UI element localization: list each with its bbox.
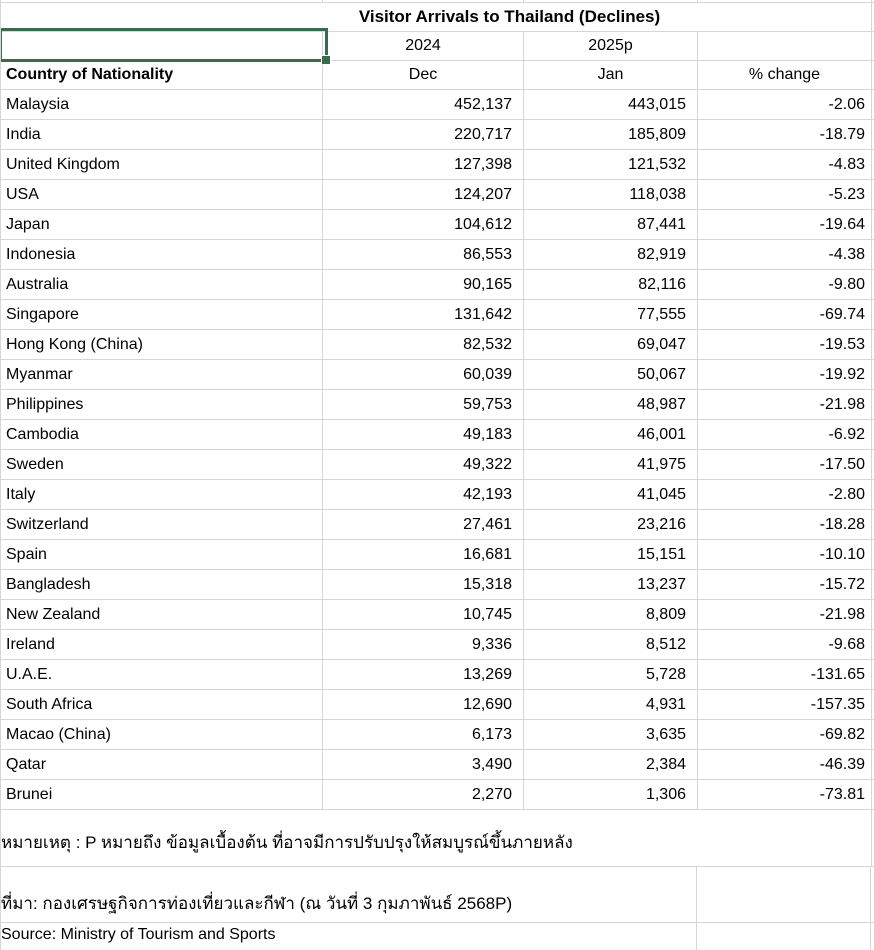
fill-handle-icon[interactable] [321,55,331,65]
cell-country[interactable]: Japan [1,210,323,239]
cell-jan-2025[interactable]: 4,931 [524,690,698,719]
cell-pct-change[interactable]: -2.80 [698,480,872,509]
source-english-cell[interactable]: Source: Ministry of Tourism and Sports [1,923,697,950]
empty-cell[interactable] [697,923,871,950]
cell-dec-2024[interactable]: 60,039 [323,360,524,389]
country-header-cell[interactable]: Country of Nationality [1,61,323,89]
source-thai-row [1,867,874,923]
table-row [1,600,874,630]
cell-jan-2025[interactable]: 41,045 [524,480,698,509]
cell-dec-2024[interactable]: 104,612 [323,210,524,239]
cell-dec-2024[interactable]: 42,193 [323,480,524,509]
table-row [1,300,874,330]
table-row [1,690,874,720]
table-row [1,570,874,600]
cell-dec-2024[interactable]: 27,461 [323,510,524,539]
cell-pct-change[interactable]: -15.72 [698,570,872,599]
cell-dec-2024[interactable]: 12,690 [323,690,524,719]
cell-country[interactable]: Bangladesh [1,570,323,599]
cell-country[interactable]: New Zealand [1,600,323,629]
dec-header-cell[interactable]: Dec [323,61,524,89]
empty-cell[interactable] [697,867,871,922]
data-rows [1,90,874,810]
cell-pct-change[interactable]: -17.50 [698,450,872,479]
cell-dec-2024[interactable]: 10,745 [323,600,524,629]
table-row [1,210,874,240]
cell-pct-change[interactable]: -131.65 [698,660,872,689]
cell-dec-2024[interactable]: 131,642 [323,300,524,329]
table-row [1,390,874,420]
cell-dec-2024[interactable]: 82,532 [323,330,524,359]
cell-jan-2025[interactable]: 121,532 [524,150,698,179]
cell-jan-2025[interactable]: 82,919 [524,240,698,269]
table-row [1,180,874,210]
cell-jan-2025[interactable]: 23,216 [524,510,698,539]
table-row [1,630,874,660]
cell-country[interactable]: Singapore [1,300,323,329]
cell-country[interactable]: Cambodia [1,420,323,449]
table-row [1,480,874,510]
gridline-stub [871,923,873,950]
cell-dec-2024[interactable]: 124,207 [323,180,524,209]
table-row [1,450,874,480]
cell-country[interactable]: India [1,120,323,149]
cell-pct-change[interactable]: -21.98 [698,390,872,419]
cell-country[interactable]: Malaysia [1,90,323,119]
table-row [1,360,874,390]
cell-pct-change[interactable]: -2.06 [698,90,872,119]
note-row [1,810,874,867]
cell-dec-2024[interactable]: 127,398 [323,150,524,179]
cell-dec-2024[interactable]: 49,322 [323,450,524,479]
cell-pct-change[interactable]: -18.79 [698,120,872,149]
cell-dec-2024[interactable]: 9,336 [323,630,524,659]
cell-pct-change[interactable]: -18.28 [698,510,872,539]
cell-country[interactable]: Italy [1,480,323,509]
cell-pct-change[interactable]: -46.39 [698,750,872,779]
cell-jan-2025[interactable]: 2,384 [524,750,698,779]
table-row [1,780,874,810]
cell-country[interactable]: Qatar [1,750,323,779]
cell-pct-change[interactable]: -9.80 [698,270,872,299]
table-row [1,510,874,540]
cell-dec-2024[interactable]: 16,681 [323,540,524,569]
empty-cell[interactable] [698,32,872,60]
cell-jan-2025[interactable]: 50,067 [524,360,698,389]
cell-dec-2024[interactable]: 2,270 [323,780,524,809]
cell-dec-2024[interactable]: 3,490 [323,750,524,779]
cell-country[interactable]: Sweden [1,450,323,479]
cell-jan-2025[interactable]: 82,116 [524,270,698,299]
cell-jan-2025[interactable]: 46,001 [524,420,698,449]
year-2025p-cell[interactable]: 2025p [524,32,698,60]
source-english-row [1,923,874,950]
cell-jan-2025[interactable]: 48,987 [524,390,698,419]
cell-pct-change[interactable]: -19.53 [698,330,872,359]
cell-dec-2024[interactable]: 220,717 [323,120,524,149]
table-row [1,240,874,270]
cell-jan-2025[interactable]: 87,441 [524,210,698,239]
cell-dec-2024[interactable]: 6,173 [323,720,524,749]
table-row [1,750,874,780]
cell-jan-2025[interactable]: 69,047 [524,330,698,359]
cell-jan-2025[interactable]: 15,151 [524,540,698,569]
cell-pct-change[interactable]: -73.81 [698,780,872,809]
table-row [1,540,874,570]
cell-country[interactable]: South Africa [1,690,323,719]
cell-country[interactable]: Hong Kong (China) [1,330,323,359]
column-header-row [1,61,874,90]
cell-jan-2025[interactable]: 77,555 [524,300,698,329]
cell-country[interactable]: Switzerland [1,510,323,539]
cell-country[interactable]: Macao (China) [1,720,323,749]
cell-country[interactable]: Ireland [1,630,323,659]
cell-dec-2024[interactable]: 59,753 [323,390,524,419]
cell-pct-change[interactable]: -19.64 [698,210,872,239]
cell-pct-change[interactable]: -6.92 [698,420,872,449]
cell-country[interactable]: Spain [1,540,323,569]
title-cell[interactable] [1,3,872,31]
cell-pct-change[interactable]: -10.10 [698,540,872,569]
cell-jan-2025[interactable]: 8,809 [524,600,698,629]
table-row [1,90,874,120]
cell-jan-2025[interactable]: 1,306 [524,780,698,809]
year-2024-cell[interactable]: 2024 [323,32,524,60]
cell-country[interactable]: Myanmar [1,360,323,389]
cell-pct-change[interactable]: -9.68 [698,630,872,659]
table-row [1,420,874,450]
cell-pct-change[interactable]: -21.98 [698,600,872,629]
cell-dec-2024[interactable]: 452,137 [323,90,524,119]
cell-dec-2024[interactable]: 15,318 [323,570,524,599]
pct-change-header-cell[interactable]: % change [698,61,872,89]
note-cell[interactable]: หมายเหตุ : P หมายถึง ข้อมูลเบื้องต้น ที่อาจมีการปรับปรุงให้สมบูรณ์ขึ้นภายหลัง [1,810,872,866]
cell-jan-2025[interactable]: 41,975 [524,450,698,479]
cell-jan-2025[interactable]: 5,728 [524,660,698,689]
selection-border [0,28,328,62]
table-row [1,660,874,690]
gridline-stub [871,867,873,922]
table-row [1,720,874,750]
cell-jan-2025[interactable]: 185,809 [524,120,698,149]
cell-jan-2025[interactable]: 3,635 [524,720,698,749]
table-row [1,120,874,150]
cell-jan-2025[interactable]: 443,015 [524,90,698,119]
cell-dec-2024[interactable]: 86,553 [323,240,524,269]
jan-header-cell[interactable]: Jan [524,61,698,89]
cell-country[interactable]: Philippines [1,390,323,419]
cell-pct-change[interactable]: -69.82 [698,720,872,749]
cell-country[interactable]: U.A.E. [1,660,323,689]
cell-pct-change[interactable]: -69.74 [698,300,872,329]
cell-dec-2024[interactable]: 13,269 [323,660,524,689]
cell-dec-2024[interactable]: 90,165 [323,270,524,299]
source-thai-cell[interactable]: ที่มา: กองเศรษฐกิจการท่องเที่ยวและกีฬา (ณ วันที่ 3 กุมภาพันธ์ 2568P) [1,867,697,922]
cell-country[interactable]: USA [1,180,323,209]
cell-pct-change[interactable]: -5.23 [698,180,872,209]
cell-jan-2025[interactable]: 8,512 [524,630,698,659]
table-row [1,330,874,360]
cell-country[interactable]: Brunei [1,780,323,809]
cell-country[interactable]: United Kingdom [1,150,323,179]
cell-jan-2025[interactable]: 13,237 [524,570,698,599]
cell-country[interactable]: Indonesia [1,240,323,269]
cell-pct-change[interactable]: -157.35 [698,690,872,719]
cell-pct-change[interactable]: -4.38 [698,240,872,269]
cell-pct-change[interactable]: -4.83 [698,150,872,179]
cell-dec-2024[interactable]: 49,183 [323,420,524,449]
table-row [1,270,874,300]
cell-country[interactable]: Australia [1,270,323,299]
table-row [1,150,874,180]
cell-jan-2025[interactable]: 118,038 [524,180,698,209]
table-title: Visitor Arrivals to Thailand (Declines) [358,7,661,26]
cell-pct-change[interactable]: -19.92 [698,360,872,389]
